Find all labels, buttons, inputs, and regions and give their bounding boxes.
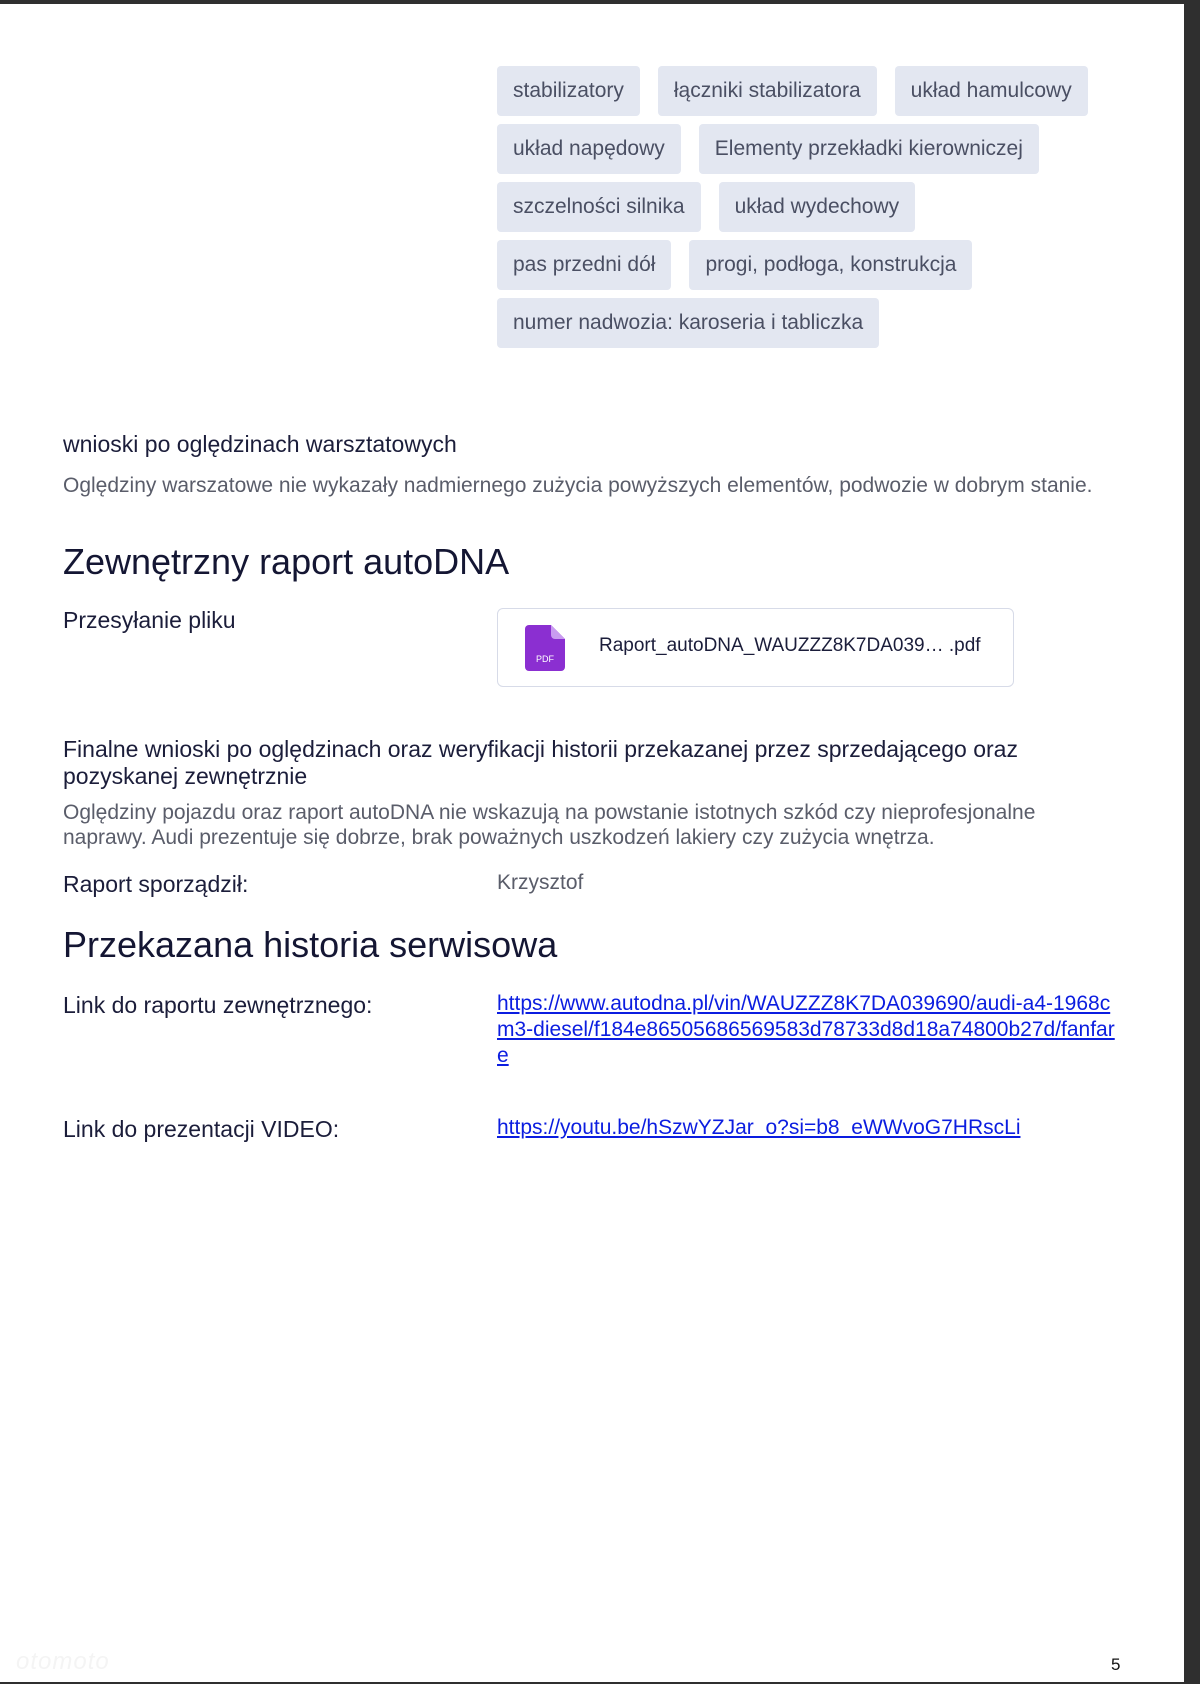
tag: stabilizatory <box>497 66 640 116</box>
tag: układ wydechowy <box>719 182 916 232</box>
pdf-file-card[interactable] <box>497 608 1014 687</box>
pdf-file-icon <box>525 625 565 671</box>
tag: numer nadwozia: karoseria i tabliczka <box>497 298 879 348</box>
tag: szczelności silnika <box>497 182 701 232</box>
tag: układ hamulcowy <box>895 66 1088 116</box>
tag: pas przedni dół <box>497 240 671 290</box>
external-report-link-label: Link do raportu zewnętrznego: <box>63 992 373 1018</box>
report-author-label: Raport sporządził: <box>63 871 249 897</box>
final-conclusions-text: Oględziny pojazdu oraz raport autoDNA nie wskazują na powstanie istotnych szkód czy nieprofesjonalne naprawy. Audi prezentuje się dobrze, brak poważnych uszkodzeń lakiery czy zużycia wnętrza. <box>63 801 1036 849</box>
external-report-link[interactable]: https://www.autodna.pl/vin/WAUZZZ8K7DA039690/audi-a4-1968cm3-diesel/f184e86505686569583d78733d8d18a74800b27d/fanfare <box>497 992 1115 1067</box>
tag: układ napędowy <box>497 124 681 174</box>
workshop-conclusions-title: wnioski po oględzinach warsztatowych <box>63 431 457 457</box>
file-upload-label: Przesyłanie pliku <box>63 607 236 633</box>
inspection-tags <box>497 66 1097 348</box>
video-link[interactable]: https://youtu.be/hSzwYZJar_o?si=b8_eWWvoG7HRscLi <box>497 1116 1021 1139</box>
watermark-logo: otomoto <box>16 1648 110 1675</box>
external-report-heading: Zewnętrzny raport autoDNA <box>63 541 510 582</box>
file-name: Raport_autoDNA_WAUZZZ8K7DA039… .pdf <box>599 635 981 656</box>
page-number: 5 <box>1111 1655 1121 1674</box>
tag: łączniki stabilizatora <box>658 66 877 116</box>
document-page <box>0 4 1184 1682</box>
video-link-label: Link do prezentacji VIDEO: <box>63 1116 340 1142</box>
pdf-icon-text: PDF <box>536 654 554 664</box>
workshop-conclusions-text: Oględziny warszatowe nie wykazały nadmiernego zużycia powyższych elementów, podwozie w dobrym stanie. <box>63 474 1093 497</box>
tag: Elementy przekładki kierowniczej <box>699 124 1039 174</box>
report-author-value: Krzysztof <box>497 871 584 894</box>
final-conclusions-title: Finalne wnioski po oględzinach oraz weryfikacji historii przekazanej przez sprzedającego oraz pozyskanej zewnętrznie <box>63 736 1018 789</box>
service-history-heading: Przekazana historia serwisowa <box>63 924 558 965</box>
tag: progi, podłoga, konstrukcja <box>689 240 972 290</box>
